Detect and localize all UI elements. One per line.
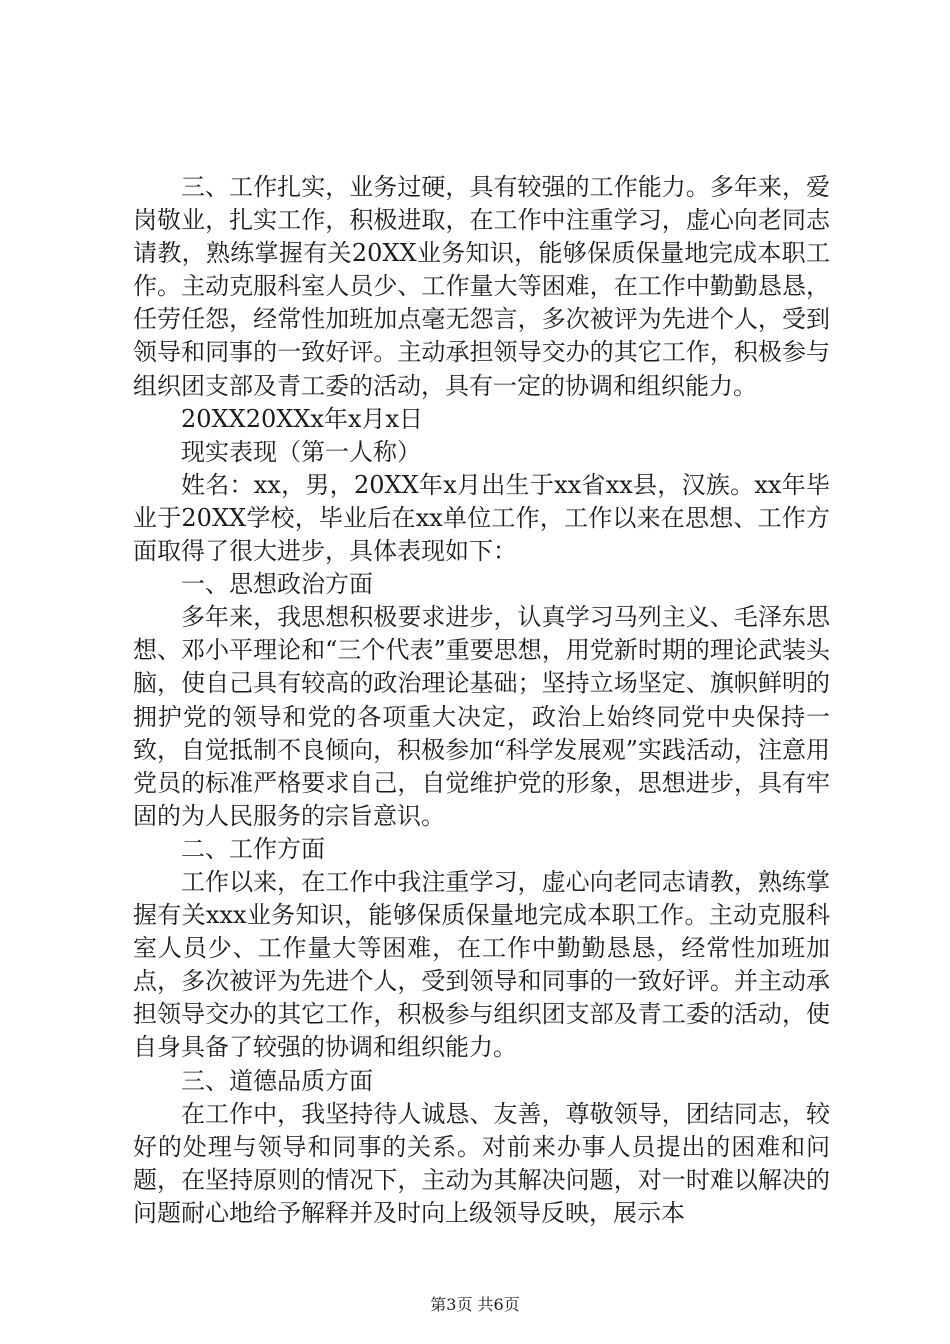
paragraph-date-line: 20XX20XXx年x月x日 [181, 404, 424, 433]
paragraph-work-ability: 三、工作扎实，业务过硬，具有较强的工作能力。多年来，爱岗敬业，扎实工作，积极进取，在工作中注重学习，虚心向老同志请教，熟练掌握有关20XX业务知识，能够保质保量地完成本职工作。主动克服科室人员少、工作量大等困难，在工作中勤勤恳恳，任劳任怨，经常性加班加点毫无怨言，多次被评为先进个人，受到领导和同事的一致好评。主动承担领导交办的其它工作，积极参与组织团支部及青工委的活动，具有一定的协调和组织能力。 [133, 173, 830, 400]
paragraph-political-thought: 多年来，我思想积极要求进步，认真学习马列主义、毛泽东思想、邓小平理论和“三个代表”重要思想，用党新时期的理论武装头脑，使自己具有较高的政治理论基础；坚持立场坚定、旗帜鲜明的拥护党的领导和党的各项重大决定，政治上始终同党中央保持一致，自觉抵制不良倾向，积极参加“科学发展观”实践活动，注意用党员的标准严格要求自己，自觉维护党的形象，思想进步，具有牢固的为人民服务的宗旨意识。 [133, 603, 830, 830]
heading-political-thought: 一、思想政治方面 [181, 570, 373, 599]
heading-work: 二、工作方面 [181, 834, 325, 863]
paragraph-work: 工作以来，在工作中我注重学习，虚心向老同志请教，熟练掌握有关xxx业务知识，能够保质保量地完成本职工作。主动克服科室人员少、工作量大等困难，在工作中勤勤恳恳，经常性加班加点，多次被评为先进个人，受到领导和同事的一致好评。并主动承担领导交办的其它工作，积极参与组织团支部及青工委的活动，使自身具备了较强的协调和组织能力。 [133, 867, 830, 1062]
heading-moral-quality: 三、道德品质方面 [181, 1066, 373, 1095]
document-body [133, 171, 830, 1230]
paragraph-moral-quality: 在工作中，我坚持待人诚恳、友善，尊敬领导，团结同志，较好的处理与领导和同事的关系。对前来办事人员提出的困难和问题，在坚持原则的情况下，主动为其解决问题，对一时难以解决的问题耐心地给予解释并及时向上级领导反映，展示本 [133, 1099, 830, 1227]
page-number-footer: 第3页 共6页 [430, 1295, 520, 1314]
paragraph-personal-info: 姓名：xx，男，20XX年x月出生于xx省xx县，汉族。xx年毕业于20XX学校，毕业后在xx单位工作，工作以来在思想、工作方面取得了很大进步，具体表现如下： [133, 470, 830, 566]
section-title-current-performance: 现实表现（第一人称） [181, 437, 421, 466]
